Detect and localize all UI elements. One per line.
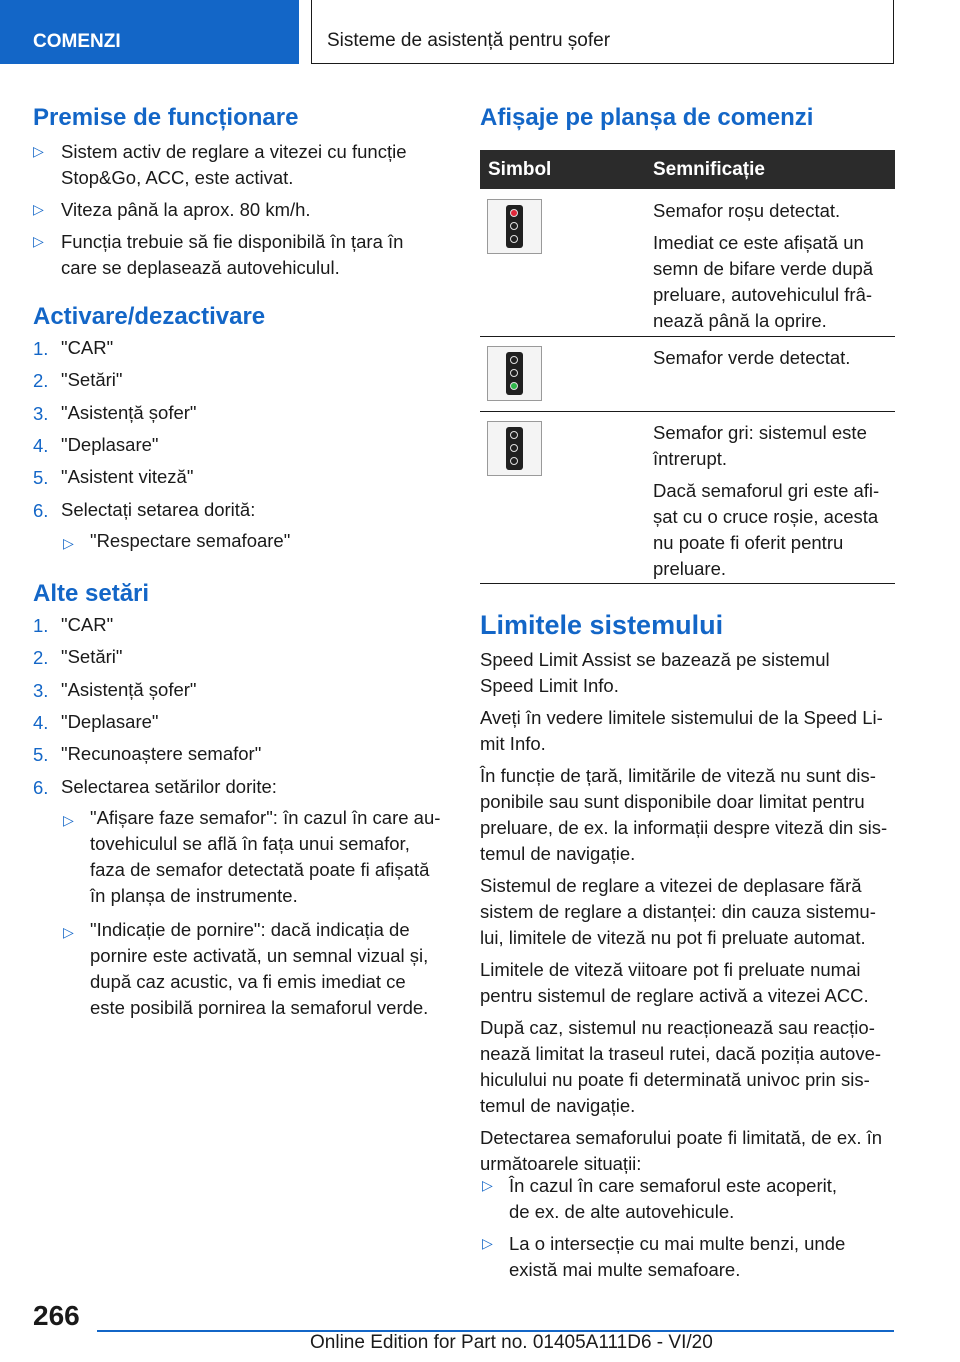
body-paragraph: nează limitat la traseul rutei, dacă poziția autove- <box>480 1043 882 1064</box>
section-heading: Alte setări <box>33 580 150 607</box>
body-paragraph: Aveți în vedere limitele sistemului de la Speed Li- <box>480 707 883 728</box>
section-heading: Premise de funcționare <box>33 104 299 131</box>
traffic-light-green-icon <box>487 346 542 401</box>
section-heading: Limitele sistemului <box>480 610 724 640</box>
step-number: 5. <box>33 744 49 766</box>
body-paragraph: preluare, de ex. la informații despre viteză din sis- <box>480 817 888 838</box>
body-paragraph: Detectarea semaforului poate fi limitată, de ex. în <box>480 1127 883 1148</box>
lamp <box>510 235 518 243</box>
traffic-light-gray-icon <box>487 421 542 476</box>
body-paragraph: ponibile sau sunt disponibile doar limitat pentru <box>480 791 865 812</box>
meaning-text: Semafor verde detectat. <box>653 347 851 368</box>
step-text: "Setări" <box>61 369 123 391</box>
body-paragraph: Speed Limit Info. <box>480 675 619 696</box>
lamp <box>510 444 518 452</box>
step-number: 5. <box>33 467 49 489</box>
body-paragraph: mit Info. <box>480 733 546 754</box>
step-text: "Deplasare" <box>61 710 159 732</box>
bullet-text: Funcția trebuie să fie disponibilă în țara în <box>61 231 404 252</box>
step-text: "CAR" <box>61 337 114 358</box>
step-number: 2. <box>33 647 49 669</box>
lamp <box>510 222 518 230</box>
col-symbol: Simbol <box>488 159 552 180</box>
bullet-icon: ▷ <box>63 535 74 551</box>
body-paragraph: În funcție de țară, limitările de viteză nu sunt dis- <box>480 765 876 786</box>
table-row-divider <box>480 583 895 584</box>
table-row-divider <box>480 411 895 412</box>
lamp <box>510 356 518 364</box>
bullet-text: Viteza până la aprox. 80 km/h. <box>61 199 311 220</box>
step-text: "Setări" <box>61 646 123 668</box>
body-paragraph: Sistemul de reglare a vitezei de deplasare fără <box>480 875 862 896</box>
body-paragraph: temul de navigație. <box>480 1095 636 1116</box>
meaning-text: nu poate fi oferit pentru <box>653 532 844 553</box>
step-text: Selectați setarea dorită: <box>61 498 256 520</box>
bullet-text: de ex. de alte autovehicule. <box>509 1201 735 1222</box>
sub-option: tovehiculul se află în fața unui semafor, <box>90 833 410 854</box>
step-number: 6. <box>33 776 49 798</box>
bullet-text: există mai multe semafoare. <box>509 1259 741 1280</box>
body-paragraph: pentru sistemul de reglare activă a vitezei ACC. <box>480 985 869 1006</box>
meaning-text: Semafor gri: sistemul este <box>653 422 867 443</box>
lamp <box>510 431 518 439</box>
sub-option: "Indicație de pornire": dacă indicația de <box>90 919 410 940</box>
step-number: 3. <box>33 679 49 701</box>
traffic-light-red-icon <box>487 199 542 254</box>
sub-option: faza de semafor detectată poate fi afișată <box>90 859 430 880</box>
bullet-icon: ▷ <box>33 233 44 249</box>
section-heading: Afișaje pe planșa de comenzi <box>480 104 814 131</box>
meaning-text: preluare, autovehiculul frâ- <box>653 284 873 305</box>
step-text: "CAR" <box>61 614 114 635</box>
step-text: Selectarea setărilor dorite: <box>61 775 277 797</box>
body-paragraph: hiculului nu poate fi determinată univoc prin sis- <box>480 1069 870 1090</box>
chapter-header <box>311 0 894 64</box>
body-paragraph: sistem de reglare a distanței: din cauza sistemu- <box>480 901 876 922</box>
meaning-text: nează până la oprire. <box>653 310 827 331</box>
bullet-text: Stop&Go, ACC, este activat. <box>61 167 294 188</box>
table-header <box>480 150 895 189</box>
traffic-light-body <box>506 427 523 470</box>
table-row-divider <box>480 336 895 337</box>
bullet-icon: ▷ <box>33 201 44 217</box>
step-number: 4. <box>33 711 49 733</box>
bullet-text: Sistem activ de reglare a vitezei cu funcție <box>61 141 407 162</box>
sub-option: în planșa de instrumente. <box>90 885 298 906</box>
bullet-icon: ▷ <box>63 812 74 828</box>
step-text: "Recunoaștere semafor" <box>61 743 262 765</box>
meaning-text: Semafor roșu detectat. <box>653 200 841 221</box>
body-paragraph: următoarele situații: <box>480 1153 642 1174</box>
bullet-icon: ▷ <box>482 1177 493 1193</box>
meaning-text: preluare. <box>653 558 727 579</box>
body-paragraph: lui, limitele de viteză nu pot fi preluate automat. <box>480 927 866 948</box>
lamp <box>510 209 518 217</box>
step-number: 2. <box>33 370 49 392</box>
lamp <box>510 457 518 465</box>
section-label: COMENZI <box>33 31 121 52</box>
step-number: 1. <box>33 615 49 636</box>
step-number: 6. <box>33 499 49 521</box>
traffic-light-body <box>506 205 523 248</box>
meaning-text: șat cu o cruce roșie, acesta <box>653 506 879 527</box>
bullet-icon: ▷ <box>482 1235 493 1251</box>
meaning-text: Dacă semaforul gri este afi- <box>653 480 880 501</box>
chapter-title: Sisteme de asistență pentru șofer <box>327 30 611 51</box>
step-number: 3. <box>33 402 49 424</box>
step-text: "Asistent viteză" <box>61 466 194 488</box>
section-heading: Activare/dezactivare <box>33 303 266 330</box>
lamp <box>510 382 518 390</box>
body-paragraph: temul de navigație. <box>480 843 636 864</box>
step-text: "Deplasare" <box>61 433 159 455</box>
section-tab <box>0 0 299 64</box>
sub-option: "Respectare semafoare" <box>90 530 291 551</box>
meaning-text: semn de bifare verde după <box>653 258 874 279</box>
bullet-text: care se deplasează autovehiculul. <box>61 257 340 278</box>
bullet-text: În cazul în care semaforul este acoperit, <box>509 1175 838 1196</box>
step-text: "Asistență șofer" <box>61 678 197 700</box>
body-paragraph: Limitele de viteză viitoare pot fi preluate numai <box>480 959 861 980</box>
step-number: 4. <box>33 434 49 456</box>
bullet-icon: ▷ <box>33 143 44 159</box>
traffic-light-body <box>506 352 523 395</box>
step-text: "Asistență șofer" <box>61 401 197 423</box>
bullet-icon: ▷ <box>63 924 74 940</box>
page-number: 266 <box>33 1300 80 1331</box>
body-paragraph: Speed Limit Assist se bazează pe sistemul <box>480 649 830 670</box>
col-meaning: Semnificație <box>653 159 765 180</box>
edition-note: Online Edition for Part no. 01405A111D6 - VI/20 <box>310 1332 713 1353</box>
meaning-text: întrerupt. <box>653 448 728 469</box>
bullet-text: La o intersecție cu mai multe benzi, unde <box>509 1233 846 1254</box>
sub-option: "Afișare faze semafor": în cazul în care au- <box>90 807 441 828</box>
step-number: 1. <box>33 338 49 359</box>
body-paragraph: După caz, sistemul nu reacționează sau reacțio- <box>480 1017 875 1038</box>
sub-option: pornire este activată, un semnal vizual și, <box>90 945 429 966</box>
sub-option: după caz acustic, va fi emis imediat ce <box>90 971 406 992</box>
lamp <box>510 369 518 377</box>
sub-option: este posibilă pornirea la semaforul verde. <box>90 997 429 1018</box>
meaning-text: Imediat ce este afișată un <box>653 232 864 253</box>
